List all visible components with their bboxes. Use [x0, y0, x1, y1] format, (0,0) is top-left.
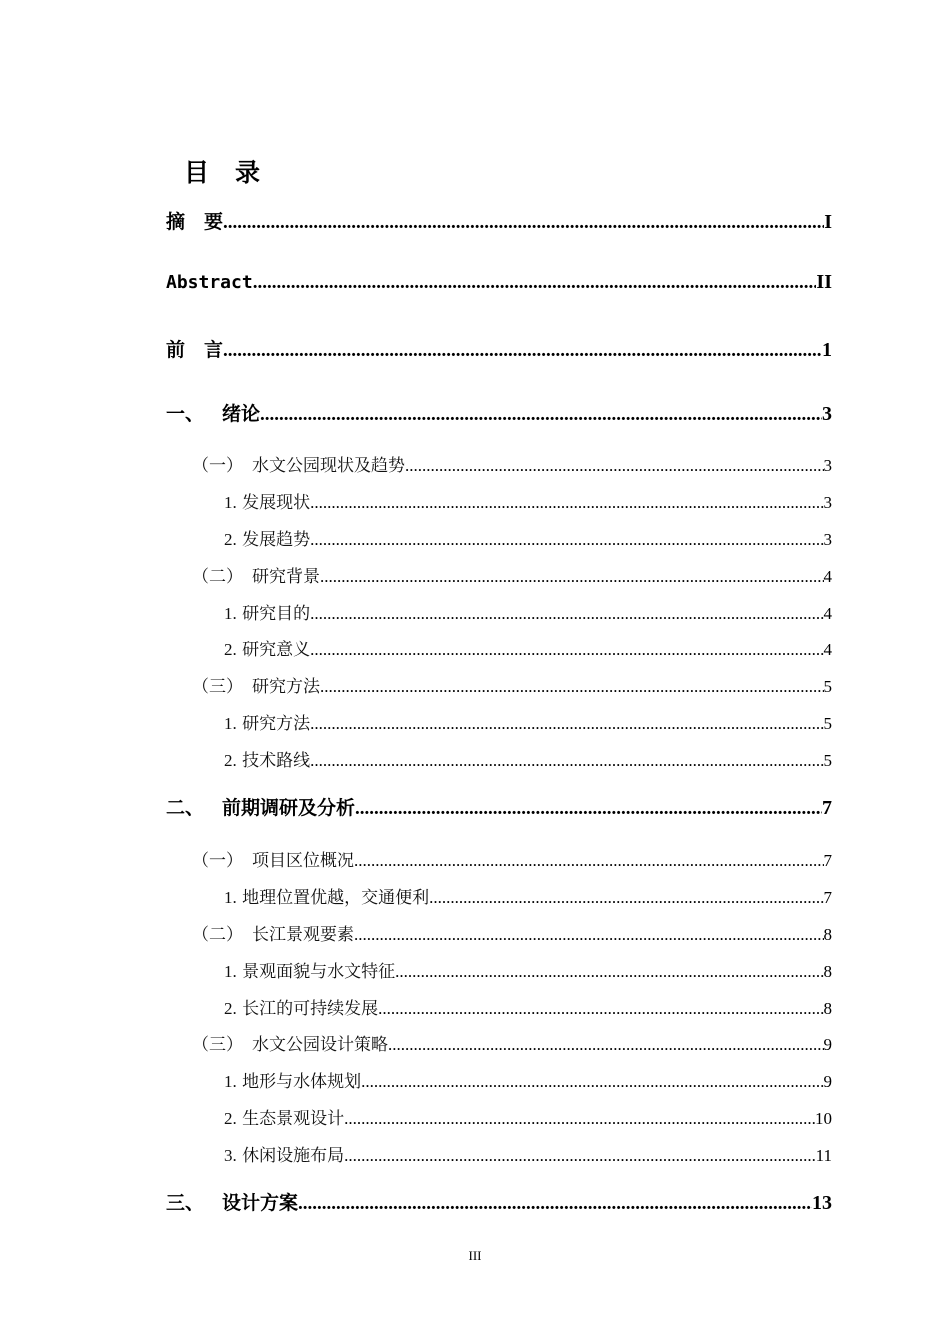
toc-entry-page: 3: [822, 403, 832, 425]
toc-dot-leader: [361, 1072, 823, 1092]
toc-entry-text: Abstract: [166, 272, 253, 293]
toc-entry-page: 9: [823, 1035, 832, 1054]
toc-entry-label: [166, 272, 253, 293]
toc-entry-page: I: [824, 211, 832, 233]
toc-entry-page: 3: [823, 493, 832, 512]
toc-dot-leader: [344, 1146, 815, 1166]
toc-entry-text: 设计方案: [222, 1192, 299, 1214]
toc-dot-leader: [320, 567, 824, 587]
toc-entry[interactable]: [224, 957, 832, 982]
toc-dot-leader: [354, 925, 824, 945]
toc-entry-text: 景观面貌与水文特征: [242, 962, 396, 982]
toc-entry-label: [224, 746, 310, 771]
toc-entry-number: （二）: [192, 567, 243, 587]
toc-entry-number: （二）: [192, 925, 243, 945]
toc-entry-number: 2.: [224, 999, 237, 1018]
toc-entry-page: 8: [823, 962, 832, 981]
toc-entry-label: [166, 207, 223, 234]
toc-entry-text: 绪论: [222, 403, 261, 425]
toc-entry-text: 研究方法: [252, 677, 320, 697]
toc-entry-page: 7: [822, 797, 832, 819]
toc-entry-label: [192, 672, 320, 697]
toc-entry-label: [166, 335, 223, 362]
toc-entry[interactable]: [224, 1141, 832, 1166]
toc-entry-label: [192, 1030, 388, 1055]
toc-entry-page: 8: [823, 925, 832, 944]
toc-title-char-1: 目: [184, 158, 212, 187]
toc-dot-leader: [354, 851, 824, 871]
toc-entry-label: [192, 846, 354, 871]
toc-dot-leader: [355, 798, 822, 820]
toc-entry-text: 水文公园设计策略: [252, 1035, 388, 1055]
toc-entry-label: [166, 793, 355, 820]
toc-entry-label: [224, 957, 395, 982]
toc-entry-label: [224, 488, 310, 513]
toc-entry-page: 10: [815, 1109, 832, 1128]
toc-entry-number: 1.: [224, 1072, 237, 1091]
toc-entry-page: 1: [822, 339, 832, 361]
toc-entry-text: 地理位置优越，交通便利: [242, 888, 430, 908]
toc-entry-label: [224, 525, 310, 550]
toc-entry[interactable]: [224, 883, 832, 908]
toc-entry[interactable]: [224, 1104, 832, 1129]
toc-entry-page: 5: [823, 677, 832, 696]
toc-entry-text: 研究意义: [242, 640, 311, 660]
toc-entry[interactable]: [224, 746, 832, 771]
toc-dot-leader: [320, 677, 824, 697]
toc-entry-number: （一）: [192, 851, 243, 871]
toc-dot-leader: [344, 1109, 815, 1129]
toc-entry-number: （三）: [192, 677, 243, 697]
toc-entry[interactable]: [192, 451, 832, 476]
toc-entry-label: [224, 994, 378, 1019]
toc-entry[interactable]: [166, 207, 832, 234]
toc-dot-leader: [378, 999, 823, 1019]
toc-entry-text: 研究目的: [242, 604, 311, 624]
toc-dot-leader: [310, 714, 823, 734]
toc-dot-leader: [310, 640, 823, 660]
toc-entry-text: 技术路线: [242, 751, 311, 771]
toc-entry-label: [224, 599, 310, 624]
toc-entry[interactable]: [192, 920, 832, 945]
toc-entry-label: [224, 883, 429, 908]
toc-entry-page: 7: [823, 888, 832, 907]
toc-entry-text: 项目区位概况: [252, 851, 354, 871]
toc-dot-leader: [310, 493, 823, 513]
toc-entry[interactable]: [166, 271, 832, 294]
toc-entry-page: 3: [823, 530, 832, 549]
toc-entry-label: [192, 562, 320, 587]
toc-entry-label: [192, 451, 405, 476]
toc-entry-page: 4: [823, 567, 832, 586]
toc-entry-text: 休闲设施布局: [242, 1146, 345, 1166]
toc-dot-leader: [310, 530, 823, 550]
toc-entry-number: 二、: [166, 797, 205, 819]
toc-entry-number: 一、: [166, 403, 205, 425]
toc-entry-page: 5: [823, 751, 832, 770]
toc-entry-number: 1.: [224, 888, 237, 907]
toc-entry[interactable]: [224, 635, 832, 660]
toc-entry-label: [166, 399, 260, 426]
toc-entry[interactable]: [166, 1188, 832, 1215]
toc-entry-page: 5: [823, 714, 832, 733]
toc-entry-text: 长江景观要素: [252, 925, 354, 945]
toc-entry-text: 发展现状: [242, 493, 311, 513]
toc-dot-leader: [298, 1193, 812, 1215]
toc-dot-leader: [253, 272, 817, 294]
toc-entry[interactable]: [224, 599, 832, 624]
toc-entry[interactable]: [192, 846, 832, 871]
toc-dot-leader: [310, 604, 823, 624]
toc-entry-number: 2.: [224, 640, 237, 659]
toc-entry-page: 8: [823, 999, 832, 1018]
toc-entry[interactable]: [192, 672, 832, 697]
toc-entry-page: II: [816, 271, 832, 293]
toc-entry[interactable]: [224, 994, 832, 1019]
toc-entry-page: 9: [823, 1072, 832, 1091]
toc-entry-number: （三）: [192, 1035, 243, 1055]
toc-entry-page: 4: [823, 604, 832, 623]
toc-entry-number: 1.: [224, 714, 237, 733]
toc-entry[interactable]: [224, 525, 832, 550]
toc-dot-leader: [395, 962, 823, 982]
toc-dot-leader: [388, 1035, 824, 1055]
toc-entry-text: 研究背景: [252, 567, 320, 587]
toc-dot-leader: [310, 751, 823, 771]
toc-entry-number: 2.: [224, 751, 237, 770]
toc-entry[interactable]: [166, 335, 832, 362]
toc-dot-leader: [405, 456, 824, 476]
toc-entry[interactable]: [166, 793, 832, 820]
toc-entry-text: 长江的可持续发展: [242, 999, 379, 1019]
toc-dot-leader: [223, 340, 822, 362]
toc-entry-label: [224, 1141, 344, 1166]
toc-entry-text: 研究方法: [242, 714, 311, 734]
toc-entry[interactable]: [166, 399, 832, 426]
toc-dot-leader: [429, 888, 823, 908]
toc-entry-text: 生态景观设计: [242, 1109, 345, 1129]
toc-entry-page: 3: [823, 456, 832, 475]
toc-dot-leader: [223, 212, 824, 234]
toc-entry[interactable]: [224, 709, 832, 734]
toc-entry-page: 7: [823, 851, 832, 870]
toc-entry-label: [224, 635, 310, 660]
toc-entry-page: 13: [812, 1192, 832, 1214]
toc-entry-number: 2.: [224, 530, 237, 549]
toc-entry[interactable]: [192, 1030, 832, 1055]
toc-entry-text: 摘 要: [166, 211, 224, 233]
toc-dot-leader: [260, 404, 822, 426]
toc-entry-number: 1.: [224, 604, 237, 623]
toc-entry-text: 发展趋势: [242, 530, 311, 550]
page-footer-number: III: [468, 1248, 482, 1263]
toc-title-char-2: 录: [235, 158, 263, 187]
toc-entry-number: （一）: [192, 456, 243, 476]
toc-entry-number: 2.: [224, 1109, 237, 1128]
toc-entry-label: [224, 1067, 361, 1092]
toc-entry[interactable]: [192, 562, 832, 587]
toc-entry-page: 4: [823, 640, 832, 659]
toc-entry-label: [166, 1188, 298, 1215]
toc-entry-number: 1.: [224, 962, 237, 981]
toc-entry[interactable]: [224, 1067, 832, 1092]
toc-entry-text: 地形与水体规划: [242, 1072, 362, 1092]
toc-entry-number: 3.: [224, 1146, 237, 1165]
toc-entry-text: 水文公园现状及趋势: [252, 456, 405, 476]
toc-entry-text: 前 言: [166, 339, 224, 361]
toc-entry-text: 前期调研及分析: [222, 797, 356, 819]
toc-entry-label: [224, 1104, 344, 1129]
toc-entry-label: [224, 709, 310, 734]
toc-entry[interactable]: [224, 488, 832, 513]
toc-entry-number: 1.: [224, 493, 237, 512]
toc-entry-page: 11: [815, 1146, 832, 1165]
toc-entry-label: [192, 920, 354, 945]
toc-entry-number: 三、: [166, 1192, 205, 1214]
